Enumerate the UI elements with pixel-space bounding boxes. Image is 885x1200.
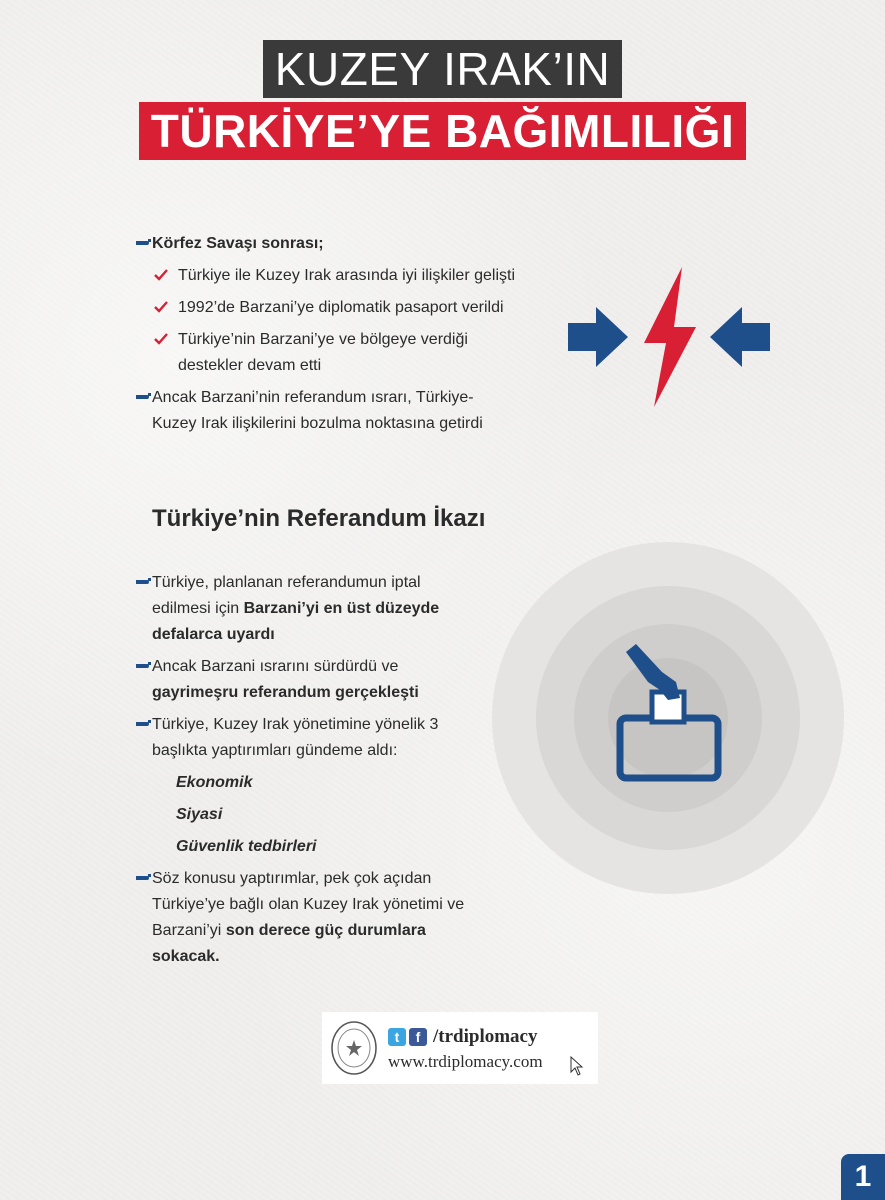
intro-conclusion-item xyxy=(136,385,512,437)
social-row xyxy=(388,1026,538,1048)
list-item-emphasis: Barzani’yi en üst düzeyde defalarca uyardı xyxy=(152,600,440,643)
page-number: 1 xyxy=(841,1154,885,1200)
list-item-emphasis: son derece güç durumlara sokacak. xyxy=(152,922,426,965)
sanction-item: Güvenlik tedbirleri xyxy=(176,838,317,855)
dash-bullet-icon xyxy=(136,722,149,726)
list-item-text: Türkiye, planlanan referandumun iptal edilmesi için xyxy=(152,574,421,617)
check-icon xyxy=(154,269,168,281)
title-line-1: KUZEY IRAK’IN xyxy=(263,40,622,98)
dash-bullet-icon xyxy=(136,876,149,880)
intro-conclusion: Ancak Barzani’nin referandum ısrarı, Türkiye-Kuzey Irak ilişkilerini bozulma noktasına getirdi xyxy=(152,389,483,432)
check-icon xyxy=(154,301,168,313)
dash-bullet-icon xyxy=(136,241,149,245)
social-handle[interactable]: /trdiplomacy xyxy=(433,1026,538,1047)
footer-card xyxy=(322,1012,598,1084)
check-item xyxy=(136,263,516,289)
list-item xyxy=(136,712,481,764)
sanction-item: Siyasi xyxy=(176,806,223,823)
page-header xyxy=(0,40,885,160)
check-item-text: Türkiye ile Kuzey Irak arasında iyi ilişkiler gelişti xyxy=(178,267,515,284)
ballot-box-icon xyxy=(490,540,850,900)
check-item-text: 1992’de Barzani’ye diplomatik pasaport verildi xyxy=(178,299,504,316)
list-item xyxy=(136,866,481,970)
arrows-lightning-icon xyxy=(566,265,772,409)
intro-heading: Körfez Savaşı sonrası; xyxy=(152,235,324,252)
check-item xyxy=(136,295,516,321)
intro-block xyxy=(136,231,516,437)
list-item-emphasis: gayrimeşru referandum gerçekleşti xyxy=(152,684,419,701)
title-line-2: TÜRKİYE’YE BAĞIMLILIĞI xyxy=(139,102,746,160)
section-title: Türkiye’nin Referandum İkazı xyxy=(152,505,486,532)
intro-heading-item xyxy=(136,231,516,257)
seal-icon xyxy=(330,1020,378,1076)
check-item xyxy=(136,327,508,379)
list-item-text: Ancak Barzani ısrarını sürdürdü ve xyxy=(152,658,399,675)
facebook-icon[interactable]: f xyxy=(409,1028,427,1046)
website-link[interactable]: www.trdiplomacy.com xyxy=(388,1052,543,1071)
list-item-text: Türkiye, Kuzey Irak yönetimine yönelik 3 başlıkta yaptırımları gündeme aldı: xyxy=(152,716,439,759)
list-item xyxy=(136,654,481,706)
check-item-text: Türkiye’nin Barzani’ye ve bölgeye verdiği destekler devam etti xyxy=(178,331,468,374)
twitter-icon[interactable]: t xyxy=(388,1028,406,1046)
dash-bullet-icon xyxy=(136,664,149,668)
warning-list xyxy=(136,570,481,970)
cursor-icon xyxy=(570,1056,584,1076)
dash-bullet-icon xyxy=(136,580,149,584)
sanction-item: Ekonomik xyxy=(176,774,253,791)
list-item-text: Söz konusu yaptırımlar, pek çok açıdan Türkiye’ye bağlı olan Kuzey Irak yönetimi ve Barzani’yi xyxy=(152,870,465,939)
dash-bullet-icon xyxy=(136,395,149,399)
list-item xyxy=(136,570,481,648)
check-icon xyxy=(154,333,168,345)
